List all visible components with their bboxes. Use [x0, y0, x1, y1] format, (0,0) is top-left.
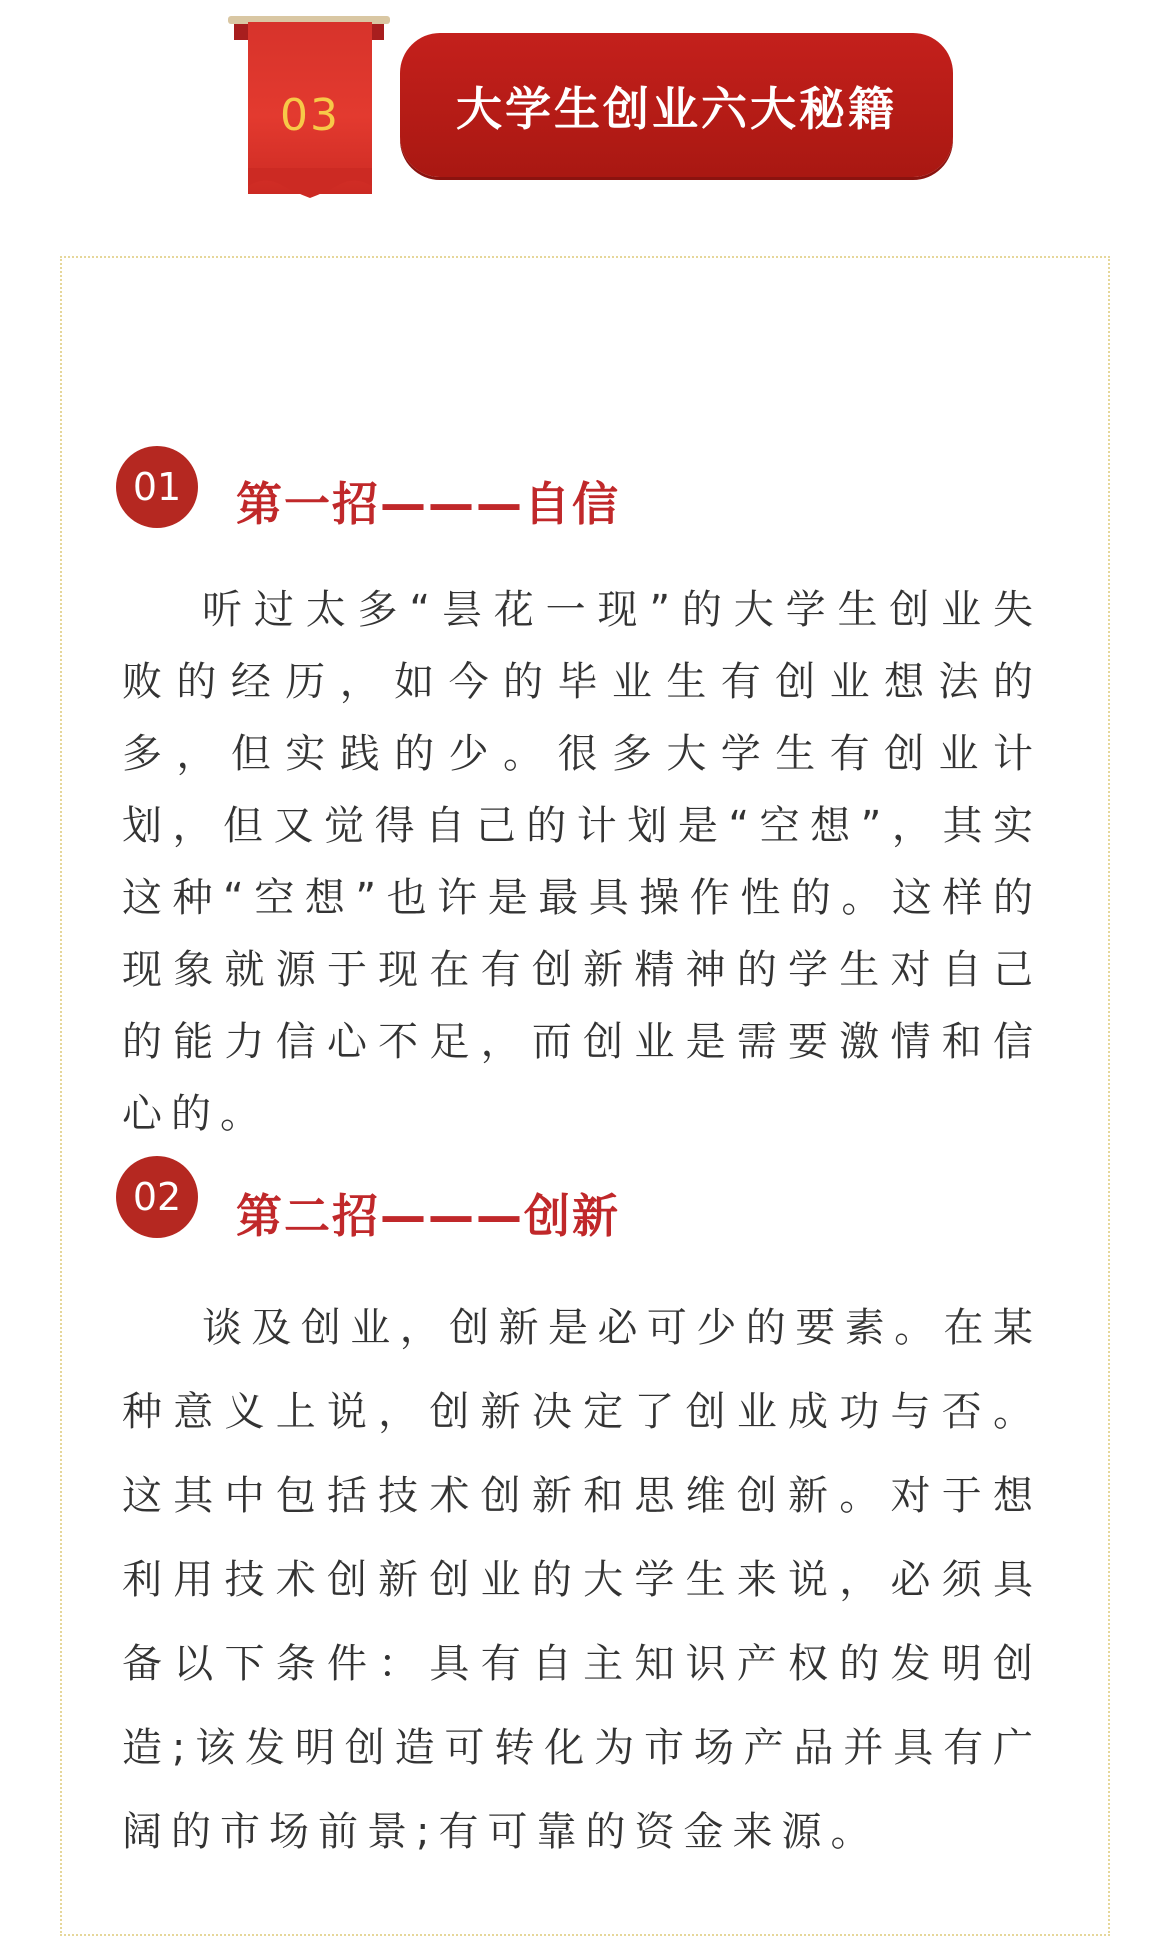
- banner-tail-wave: [248, 168, 372, 198]
- section-title: 第二招———创新: [236, 1189, 620, 1243]
- section-number-badge: 01: [116, 446, 198, 528]
- page-title: 大学生创业六大秘籍: [456, 82, 897, 136]
- section-body: 听过太多“昙花一现”的大学生创业失败的经历，如今的毕业生有创业想法的多，但实践的少。很多大学生有创业计划，但又觉得自己的计划是“空想”，其实这种“空想”也许是最具操作性的。这样的现象就源于现在有创新精神的学生对自己的能力信心不足，而创业是需要激情和信心的。: [122, 587, 1042, 1137]
- section-number-badge: 02: [116, 1156, 198, 1238]
- section-title: 第一招———自信: [236, 477, 620, 531]
- section-header-pill: [400, 33, 953, 177]
- banner-number: 03: [280, 90, 340, 141]
- section-body: 谈及创业，创新是必可少的要素。在某种意义上说，创新决定了创业成功与否。这其中包括技术创新和思维创新。对于想利用技术创新创业的大学生来说，必须具备以下条件：具有自主知识产权的发明创造;该发明创造可转化为市场产品并具有广阔的市场前景;有可靠的资金来源。: [122, 1305, 1042, 1855]
